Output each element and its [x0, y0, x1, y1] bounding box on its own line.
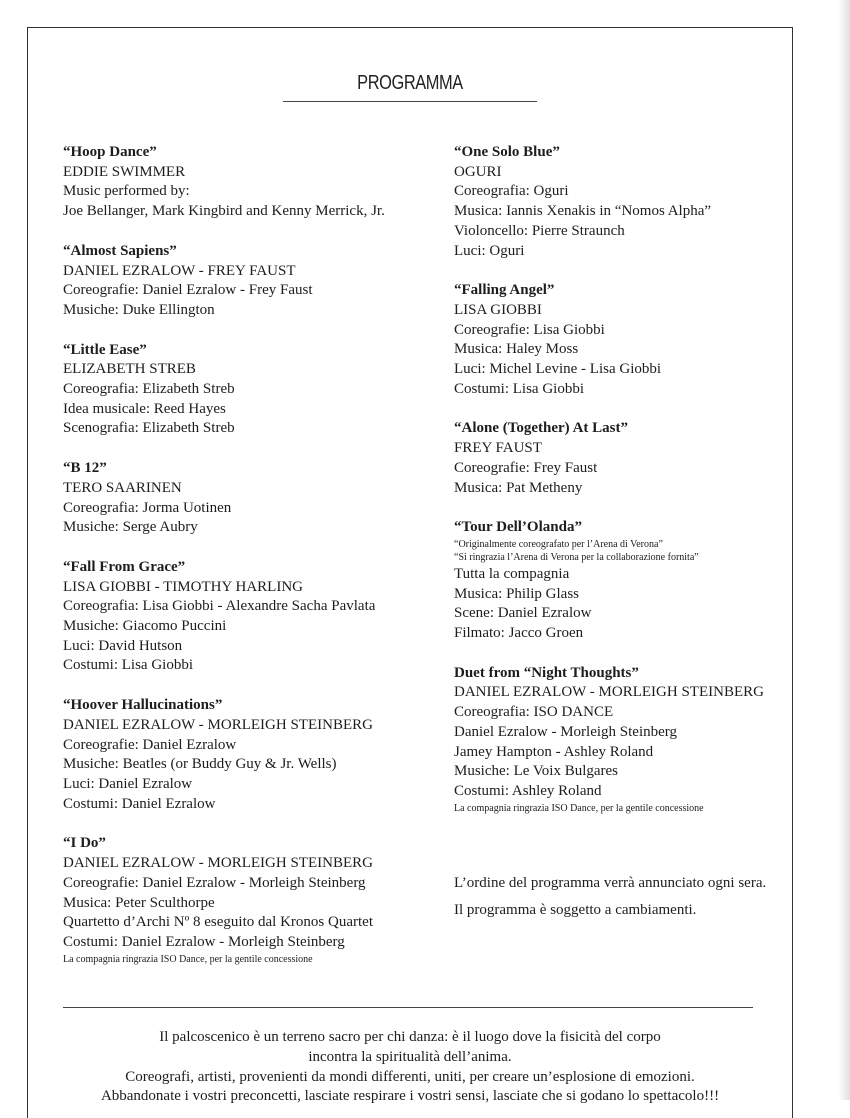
entry-line: DANIEL EZRALOW - MORLEIGH STEINBERG [63, 716, 373, 733]
entry-line: Scenografia: Elizabeth Streb [63, 420, 235, 437]
entry-line: Costumi: Lisa Giobbi [63, 657, 194, 674]
entry-line: LISA GIOBBI - TIMOTHY HARLING [63, 578, 303, 595]
program-entry [63, 834, 423, 966]
entry-line: Musica: Iannis Xenakis in “Nomos Alpha” [454, 203, 712, 220]
program-entry [63, 341, 423, 440]
entry-line: Musiche: Serge Aubry [63, 519, 198, 536]
entry-line: Idea musicale: Reed Hayes [63, 400, 226, 417]
program-entry [454, 281, 804, 399]
scan-edge [838, 0, 850, 1100]
program-column-right [454, 143, 804, 815]
entry-line: Music performed by: [63, 183, 190, 200]
entry-line: Coreografie: Lisa Giobbi [454, 321, 605, 338]
entry-line: Costumi: Daniel Ezralow [63, 795, 216, 812]
entry-line: OGURI [454, 163, 502, 180]
entry-note: “Originalmente coreografato per l’Arena di Verona” [454, 538, 663, 550]
entry-line: Musica: Philip Glass [454, 585, 580, 602]
entry-title: “Little Ease” [63, 341, 147, 358]
entry-spacer [454, 498, 804, 518]
entry-line: Jamey Hampton - Ashley Roland [454, 743, 654, 760]
page-title: PROGRAMMA [357, 72, 463, 94]
entry-line: Joe Bellanger, Mark Kingbird and Kenny Merrick, Jr. [63, 203, 385, 220]
entry-line: Musiche: Duke Ellington [63, 301, 215, 318]
entry-line: Luci: Daniel Ezralow [63, 775, 193, 792]
footer-line: Coreografi, artisti, provenienti da mondi differenti, uniti, per creare un’esplosione di emozioni. [125, 1068, 695, 1085]
entry-line: Coreografia: ISO DANCE [454, 704, 614, 721]
title-underline [283, 101, 537, 102]
footer-line: Il palcoscenico è un terreno sacro per chi danza: è il luogo dove la fisicità del corpo [159, 1029, 661, 1045]
entry-line: Coreografie: Daniel Ezralow - Frey Faust [63, 282, 313, 299]
entry-line: Coreografie: Frey Faust [454, 459, 598, 476]
program-notes [454, 870, 766, 924]
entry-note: “Si ringrazia l’Arena di Verona per la collaborazione fornita” [454, 552, 699, 564]
entry-line: Musica: Haley Moss [454, 341, 579, 358]
entry-title: “Almost Sapiens” [63, 242, 177, 259]
entry-title: “Tour Dell’Olanda” [454, 519, 582, 536]
entry-line: Musiche: Beatles (or Buddy Guy & Jr. Wells) [63, 756, 337, 773]
entry-line: Scene: Daniel Ezralow [454, 605, 592, 622]
footer-line: incontra la spiritualità dell’anima. [308, 1048, 512, 1065]
entry-spacer [63, 814, 423, 834]
program-entry [63, 143, 423, 222]
entry-line: DANIEL EZRALOW - FREY FAUST [63, 262, 296, 279]
entry-line: Filmato: Jacco Groen [454, 625, 584, 642]
entry-title: “Hoover Hallucinations” [63, 697, 223, 714]
entry-line: DANIEL EZRALOW - MORLEIGH STEINBERG [63, 855, 373, 872]
footer-text [40, 1028, 780, 1107]
entry-spacer [63, 538, 423, 558]
entry-line: Quartetto d’Archi Nº 8 eseguito dal Kronos Quartet [63, 914, 373, 931]
entry-title: “Falling Angel” [454, 282, 555, 299]
entry-title: “Alone (Together) At Last” [454, 420, 629, 437]
footer-line: Abbandonate i vostri preconcetti, lasciate respirare i vostri sensi, lasciate che si godano lo spettacolo!!! [100, 1088, 720, 1105]
entry-line: Musiche: Le Voix Bulgares [454, 763, 619, 780]
note-line: L’ordine del programma verrà annunciato ogni sera. [454, 875, 767, 891]
entry-line: Musiche: Giacomo Puccini [63, 618, 227, 635]
entry-spacer [454, 261, 804, 281]
entry-line: EDDIE SWIMMER [63, 163, 186, 180]
program-entry [454, 143, 804, 261]
entry-line: Costumi: Daniel Ezralow - Morleigh Steinberg [63, 933, 345, 950]
entry-line: Musica: Peter Sculthorpe [63, 894, 215, 911]
entry-spacer [63, 676, 423, 696]
entry-line: Costumi: Ashley Roland [454, 782, 602, 799]
entry-note: La compagnia ringrazia ISO Dance, per la gentile concessione [454, 802, 704, 814]
entry-line: Tutta la compagnia [454, 565, 570, 582]
entry-line: Coreografia: Jorma Uotinen [63, 499, 232, 516]
entry-line: LISA GIOBBI [454, 301, 542, 318]
entry-note: La compagnia ringrazia ISO Dance, per la gentile concessione [63, 953, 313, 965]
program-entry [454, 664, 804, 815]
program-entry [63, 558, 423, 676]
entry-title: “Fall From Grace” [63, 558, 186, 575]
entry-line: Violoncello: Pierre Straunch [454, 222, 625, 239]
entry-line: Coreografia: Elizabeth Streb [63, 381, 235, 398]
entry-line: Luci: David Hutson [63, 637, 183, 654]
note-line: Il programma è soggetto a cambiamenti. [454, 902, 697, 918]
entry-line: Musica: Pat Metheny [454, 479, 583, 496]
entry-line: DANIEL EZRALOW - MORLEIGH STEINBERG [454, 684, 764, 701]
entry-line: Coreografia: Lisa Giobbi - Alexandre Sacha Pavlata [63, 598, 376, 615]
program-entry [63, 242, 423, 321]
program-entry [454, 419, 804, 498]
entry-line: Daniel Ezralow - Morleigh Steinberg [454, 723, 677, 740]
entry-spacer [454, 644, 804, 664]
program-entry [63, 696, 423, 814]
entry-title: “One Solo Blue” [454, 144, 560, 160]
entry-line: Coreografie: Daniel Ezralow - Morleigh Steinberg [63, 874, 366, 891]
entry-title: “Hoop Dance” [63, 144, 157, 160]
entry-line: FREY FAUST [454, 440, 542, 457]
entry-spacer [63, 439, 423, 459]
entry-spacer [63, 222, 423, 242]
entry-title: Duet from “Night Thoughts” [454, 664, 639, 681]
entry-title: “I Do” [63, 835, 106, 852]
program-column-left [63, 143, 423, 966]
program-entry [63, 459, 423, 538]
entry-title: “B 12” [63, 460, 107, 477]
program-entry [454, 518, 804, 644]
entry-line: TERO SAARINEN [63, 479, 182, 496]
entry-line: Luci: Michel Levine - Lisa Giobbi [454, 361, 662, 378]
entry-line: Costumi: Lisa Giobbi [454, 380, 585, 397]
footer-divider [63, 1007, 753, 1008]
entry-line: Luci: Oguri [454, 242, 525, 259]
entry-line: Coreografie: Daniel Ezralow [63, 736, 237, 753]
entry-spacer [454, 399, 804, 419]
entry-spacer [63, 321, 423, 341]
entry-line: Coreografia: Oguri [454, 183, 569, 200]
entry-line: ELIZABETH STREB [63, 361, 196, 378]
